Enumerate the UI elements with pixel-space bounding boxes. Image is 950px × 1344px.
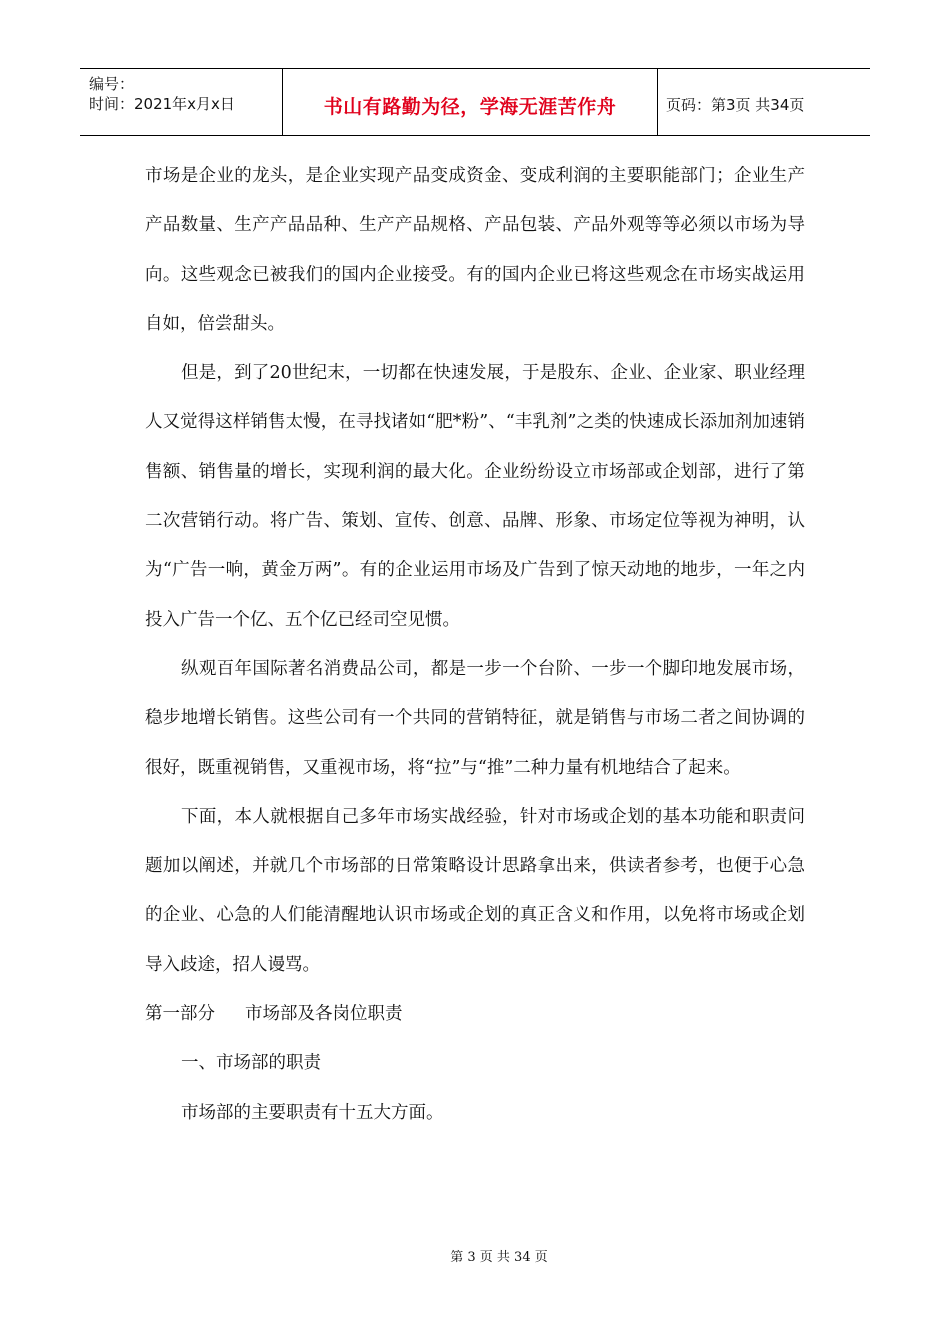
header-motto-cell <box>283 69 658 135</box>
header-page-cell <box>658 69 870 135</box>
body-paragraph-2: 但是，到了20世纪末，一切都在快速发展，于是股东、企业、企业家、职业经理人又觉得这样销售太慢，在寻找诸如“肥*粉”、“丰乳剂”之类的快速成长添加剂加速销售额、销售量的增长，实现利润的最大化。企业纷纷设立市场部或企划部，进行了第二次营销行动。将广告、策划、宣传、创意、品牌、形象、市场定位等视为神明，认为“广告一响，黄金万两”。有的企业运用市场及广告到了惊天动地的地步，一年之内投入广告一个亿、五个亿已经司空见惯。 <box>145 363 805 630</box>
body-paragraph-3: 纵观百年国际著名消费品公司，都是一步一个台阶、一步一个脚印地发展市场，稳步地增长销售。这些公司有一个共同的营销特征，就是销售与市场二者之间协调的很好，既重视销售，又重视市场，将“拉”与“推”二种力量有机地结合了起来。 <box>145 658 805 778</box>
document-header <box>80 68 870 136</box>
body-paragraph-4: 下面，本人就根据自己多年市场实战经验，针对市场或企划的基本功能和职责问题加以阐述，并就几个市场部的日常策略设计思路拿出来，供读者参考，也便于心急的企业、心急的人们能清醒地认识市场或企划的真正含义和作用，以免将市场或企划导入歧途，招人谩骂。 <box>145 806 805 975</box>
section-heading: 一、市场部的职责 <box>181 1053 321 1074</box>
part-heading-title: 市场部及各岗位职责 <box>245 1004 403 1025</box>
date-label: 时间：2021年x月x日 <box>89 95 235 113</box>
page-footer: 第 3 页 共 34 页 <box>450 1250 548 1265</box>
body-paragraph-1: 市场是企业的龙头，是企业实现产品变成资金、变成利润的主要职能部门；企业生产产品数量、生产产品品种、生产产品规格、产品包装、产品外观等等必须以市场为导向。这些观念已被我们的国内企业接受。有的国内企业已将这些观念在市场实战运用自如，倍尝甜头。 <box>145 166 805 334</box>
body-last-line: 市场部的主要职责有十五大方面。 <box>181 1102 444 1123</box>
motto-text: 书山有路勤为径，学海无涯苦作舟 <box>323 95 617 118</box>
document-body <box>145 152 805 1138</box>
header-meta-cell <box>80 69 283 135</box>
part-heading-number: 第一部分 <box>145 1004 215 1025</box>
part-heading <box>145 990 805 1039</box>
serial-number-label: 编号： <box>89 75 135 93</box>
header-page-info: 页码：第3页 共34页 <box>666 95 805 114</box>
